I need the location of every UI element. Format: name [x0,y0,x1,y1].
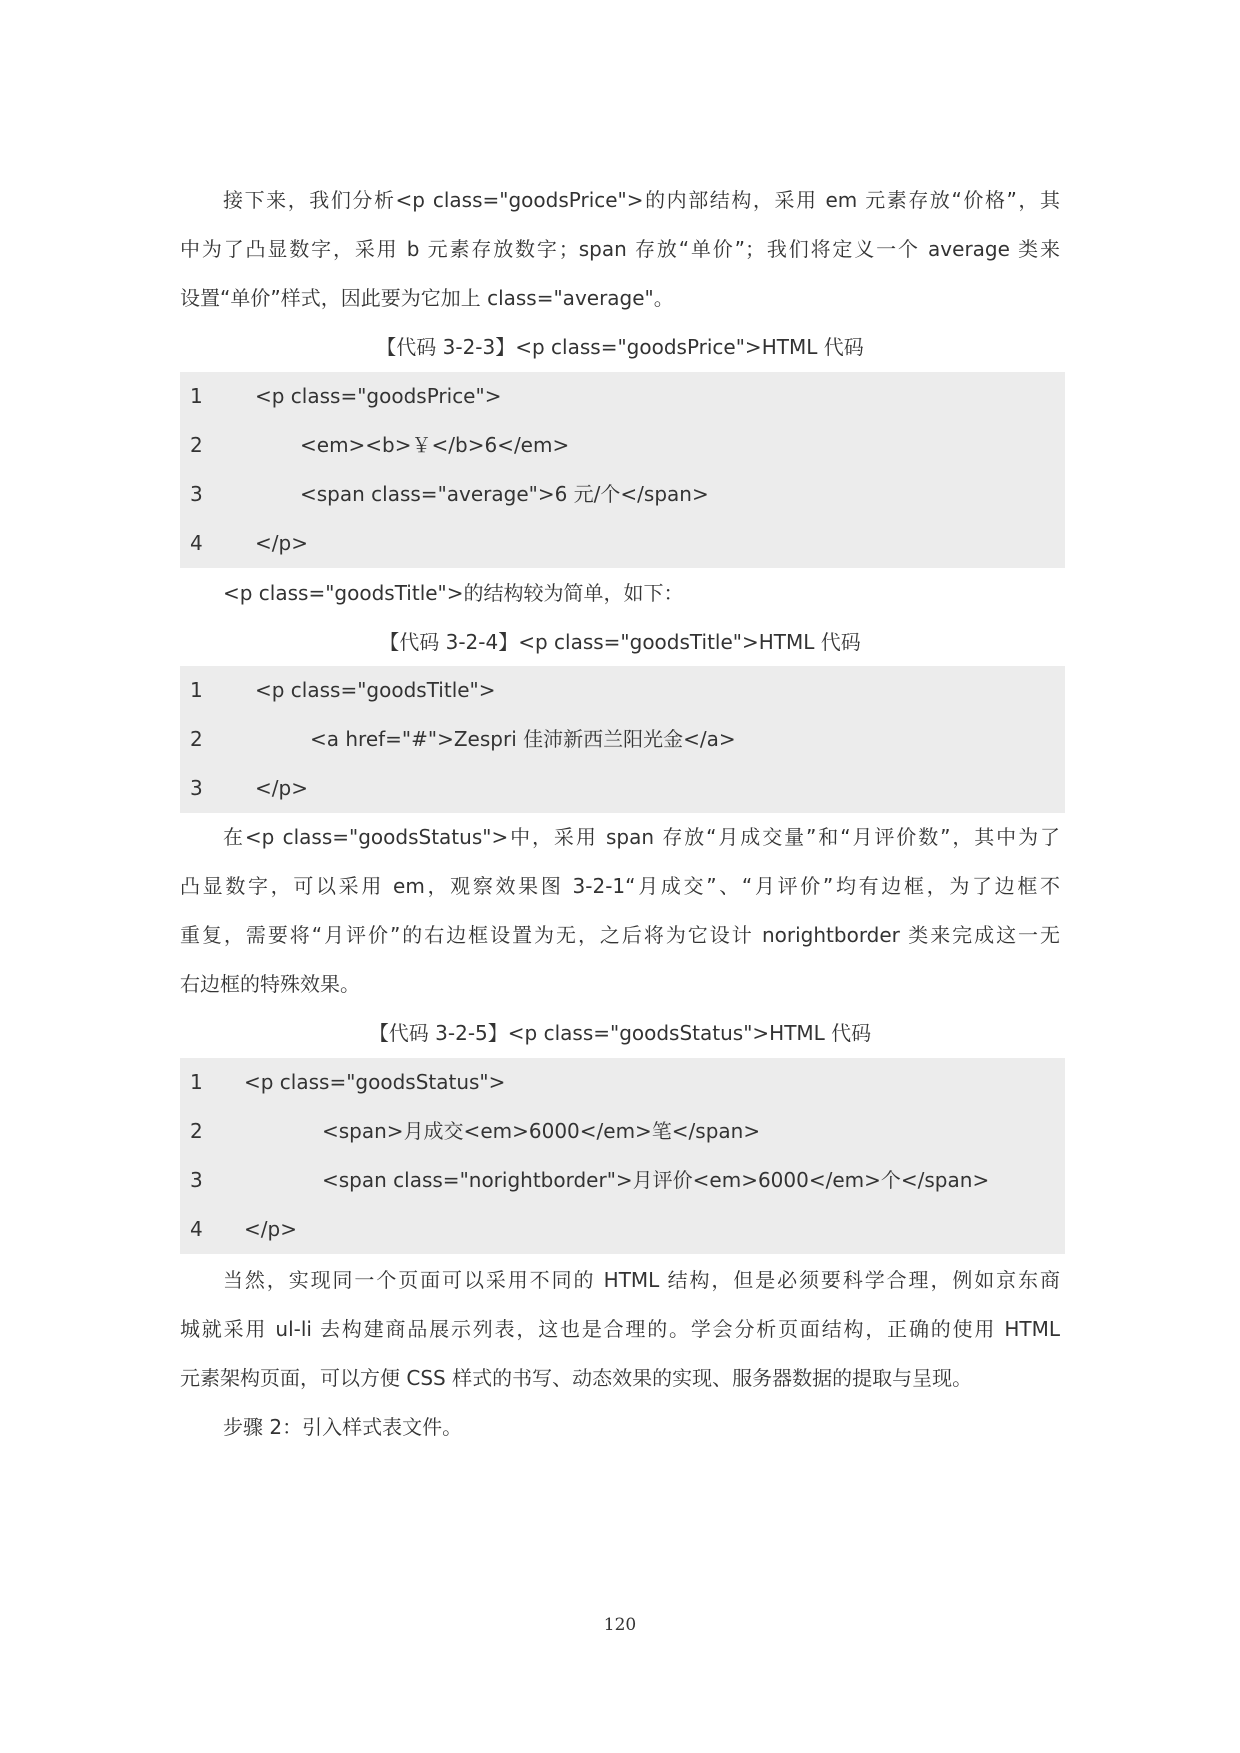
code-line [180,421,1065,470]
code-text: <span>月成交<em>6000</em>笔</span> [322,1119,761,1143]
paragraph-line: 中为了凸显数字，采用 b 元素存放数字；span 存放“单价”；我们将定义一个 average 类来 [180,237,1060,261]
paragraph-line: 步骤 2：引入样式表文件。 [223,1415,463,1439]
paragraph-line: 右边框的特殊效果。 [180,972,360,996]
line-number: 2 [190,433,203,457]
code-line [180,1107,1065,1156]
code-text: <a href="#">Zespri 佳沛新西兰阳光金</a> [310,727,736,751]
code-text: <p class="goodsPrice"> [255,384,502,408]
code-line [180,372,1065,421]
code-caption: 【代码 3-2-5】<p class="goodsStatus">HTML 代码 [368,1021,872,1045]
code-line [180,666,1065,715]
code-line [180,715,1065,764]
paragraph-line: 在<p class="goodsStatus">中，采用 span 存放“月成交量”和“月评价数”，其中为了 [223,825,1060,849]
code-block [180,1058,1065,1254]
line-number: 4 [190,531,203,555]
code-block [180,666,1065,813]
code-line [180,470,1065,519]
code-line [180,1156,1065,1205]
paragraph-line: 凸显数字，可以采用 em，观察效果图 3-2-1“月成交”、“月评价”均有边框，为了边框不 [180,874,1060,898]
page-number: 120 [603,1615,637,1635]
code-text: </p> [255,531,308,555]
line-number: 1 [190,384,203,408]
paragraph-line: 重复，需要将“月评价”的右边框设置为无，之后将为它设计 norightborder 类来完成这一无 [180,923,1060,947]
line-number: 4 [190,1217,203,1241]
code-caption: 【代码 3-2-4】<p class="goodsTitle">HTML 代码 [379,630,861,654]
line-number: 3 [190,1168,203,1192]
line-number: 3 [190,482,203,506]
code-line [180,519,1065,568]
line-number: 1 [190,678,203,702]
paragraph-line: 设置“单价”样式，因此要为它加上 class="average"。 [180,286,674,310]
code-text: </p> [255,776,308,800]
code-line [180,1205,1065,1254]
code-block [180,372,1065,568]
code-caption: 【代码 3-2-3】<p class="goodsPrice">HTML 代码 [376,335,864,359]
code-text: <span class="norightborder">月评价<em>6000</em>个</span> [322,1168,990,1192]
line-number: 1 [190,1070,203,1094]
code-text: </p> [244,1217,297,1241]
code-text: <span class="average">6 元/个</span> [300,482,709,506]
line-number: 2 [190,727,203,751]
line-number: 3 [190,776,203,800]
code-text: <p class="goodsTitle"> [255,678,496,702]
paragraph-line: 城就采用 ul-li 去构建商品展示列表，这也是合理的。学会分析页面结构，正确的使用 HTML [180,1317,1060,1341]
paragraph-line: <p class="goodsTitle">的结构较为简单，如下： [223,581,684,605]
code-text: <em><b>￥</b>6</em> [300,433,570,457]
paragraph-line: 元素架构页面，可以方便 CSS 样式的书写、动态效果的实现、服务器数据的提取与呈现。 [180,1366,973,1390]
code-line [180,764,1065,813]
paragraph-line: 接下来，我们分析<p class="goodsPrice">的内部结构，采用 em 元素存放“价格”，其 [223,188,1060,212]
line-number: 2 [190,1119,203,1143]
code-line [180,1058,1065,1107]
paragraph-line: 当然，实现同一个页面可以采用不同的 HTML 结构，但是必须要科学合理，例如京东商 [223,1268,1060,1292]
code-text: <p class="goodsStatus"> [244,1070,506,1094]
